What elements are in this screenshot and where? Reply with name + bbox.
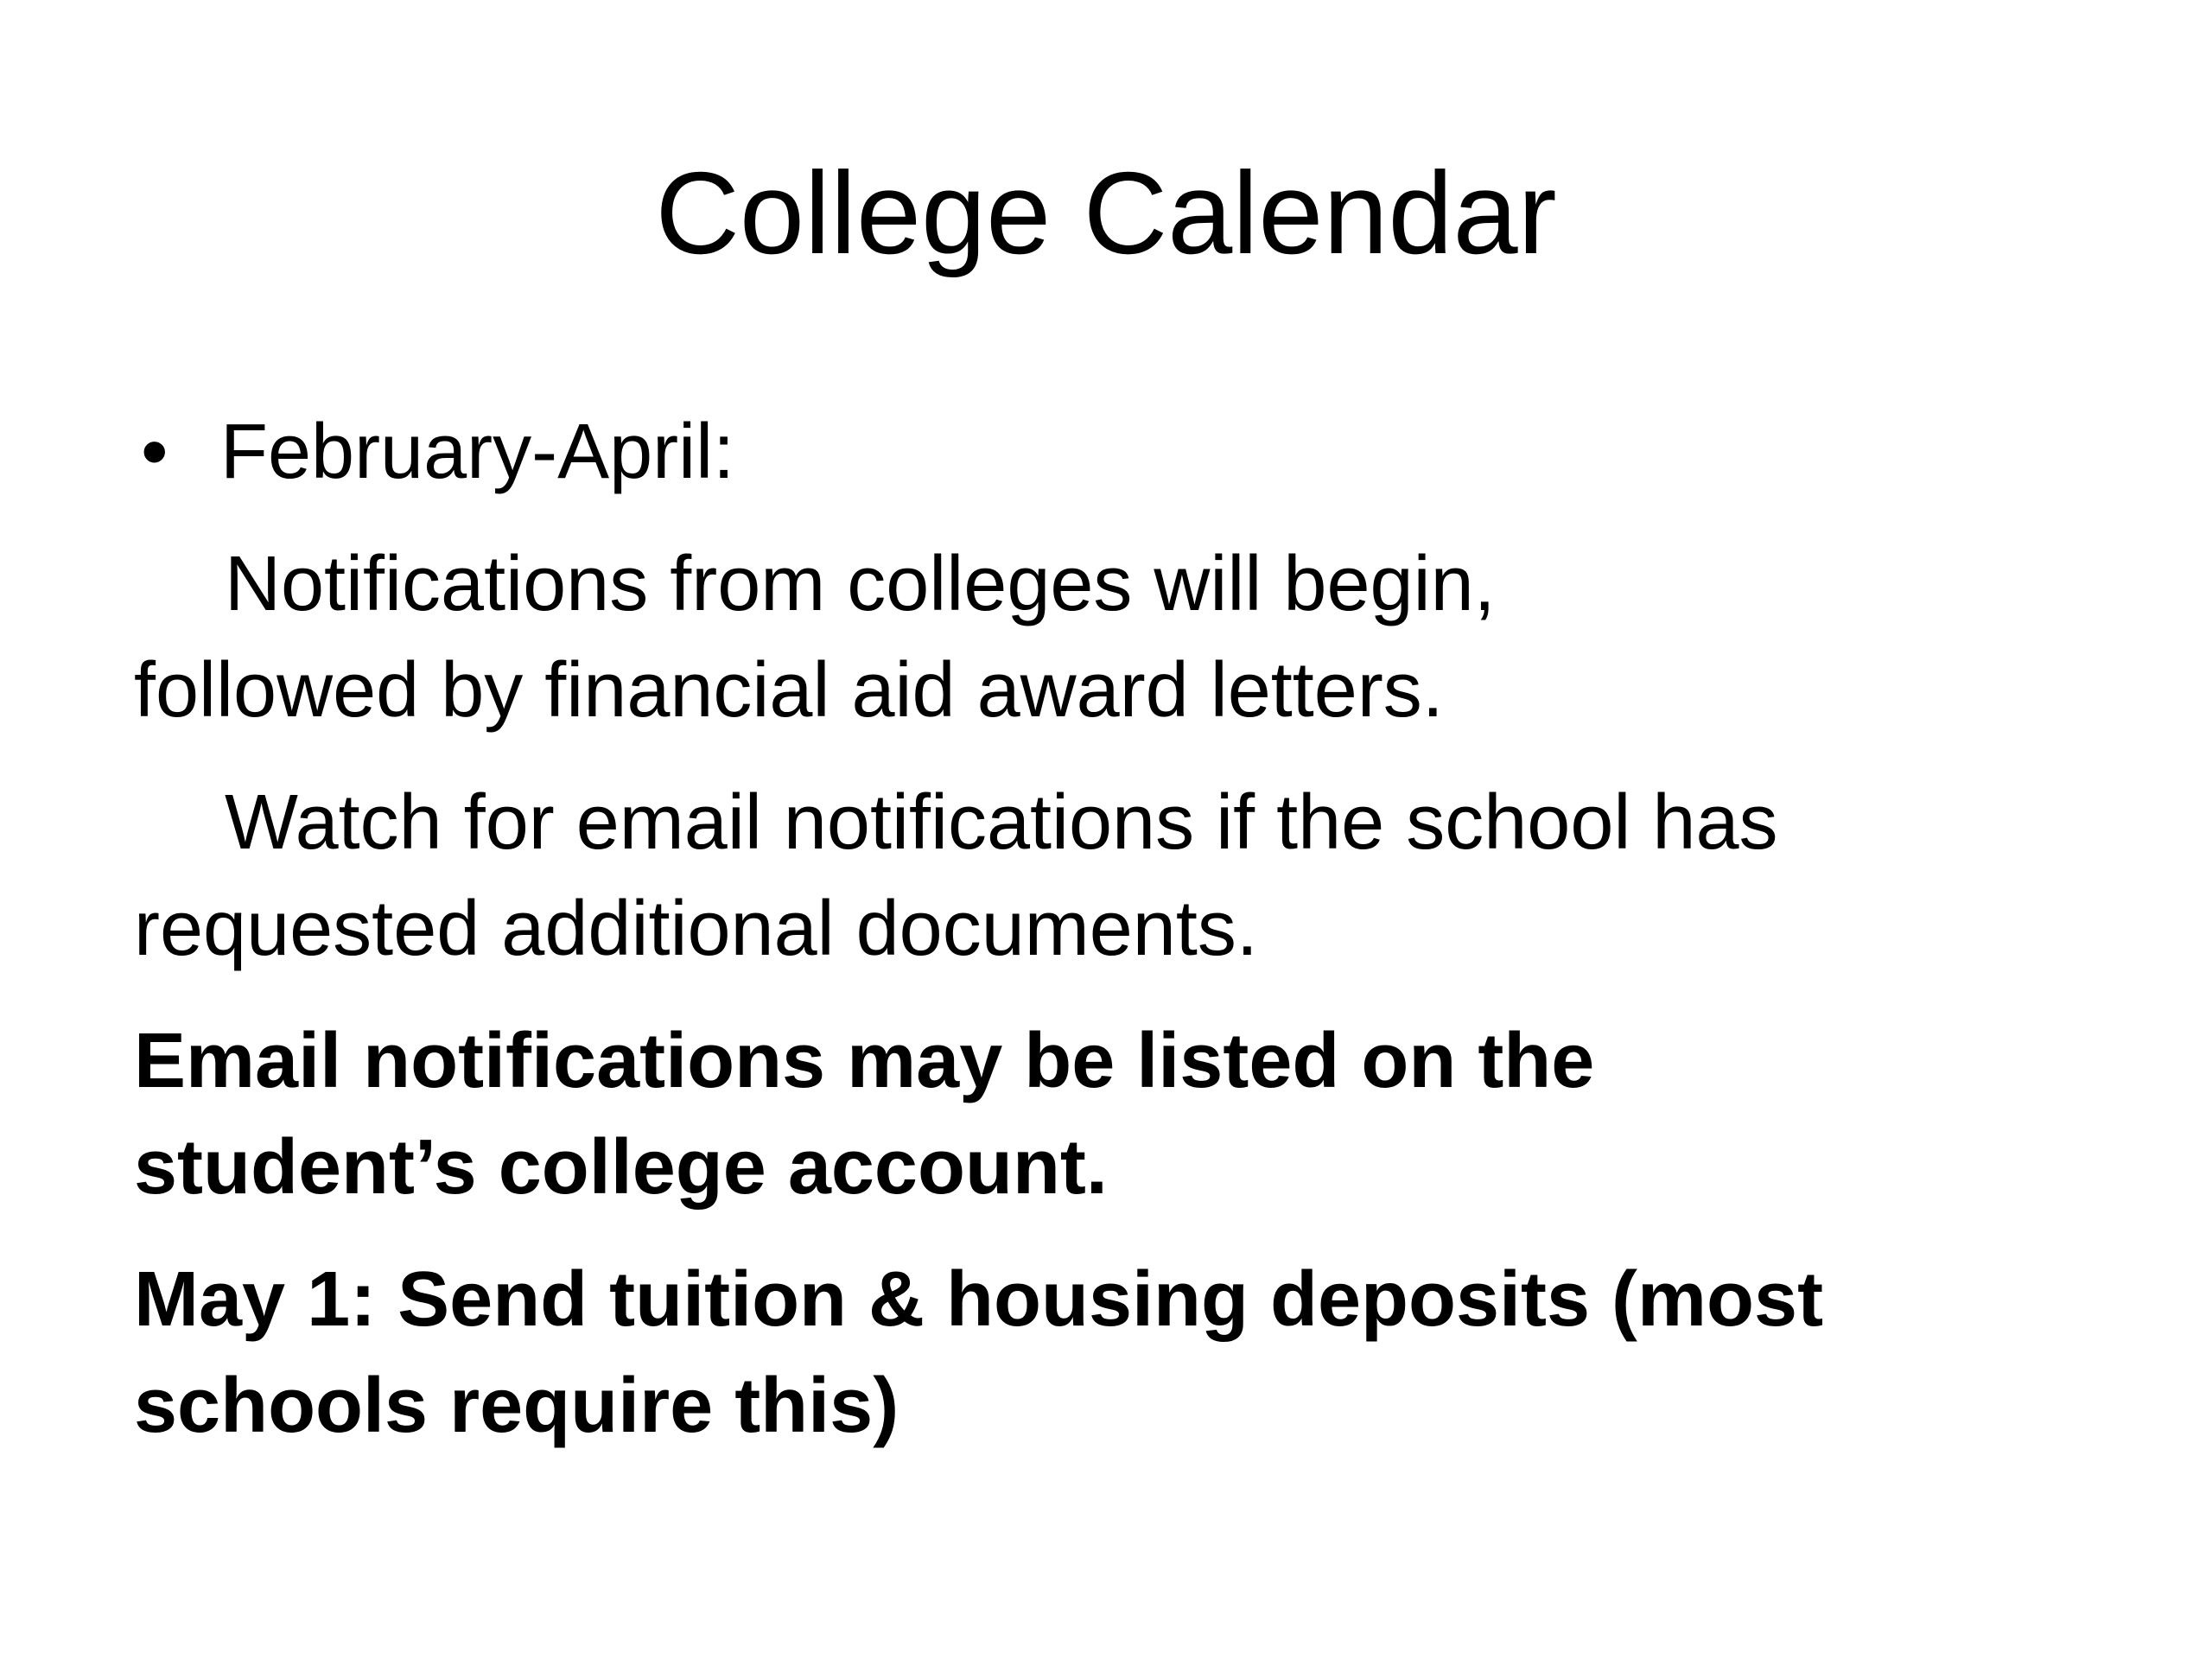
notifications-line-2: followed by financial aid award letters. <box>134 647 1444 734</box>
email-watch-line-1: Watch for email notifications if the school has <box>225 779 1778 866</box>
slide-content <box>134 399 2104 1485</box>
bullet-text: February-April: <box>220 409 735 495</box>
deposit-line-2: schools require this) <box>134 1363 899 1449</box>
notifications-line-1: Notifications from colleges will begin, <box>225 541 1496 627</box>
email-account-paragraph <box>134 1008 2104 1221</box>
email-watch-paragraph <box>134 770 2104 982</box>
bullet-item <box>134 399 2104 505</box>
email-watch-line-2: requested additional documents. <box>134 886 1258 972</box>
email-account-line-2: student’s college account. <box>134 1124 1108 1211</box>
deposit-line-1: May 1: Send tuition & housing deposits (most <box>134 1256 1824 1343</box>
deposit-paragraph <box>134 1247 2104 1459</box>
bullet-marker: • <box>141 409 168 495</box>
slide-title: College Calendar <box>655 148 1557 278</box>
notifications-paragraph <box>134 531 2104 744</box>
email-account-line-1: Email notifications may be listed on the <box>134 1018 1595 1104</box>
